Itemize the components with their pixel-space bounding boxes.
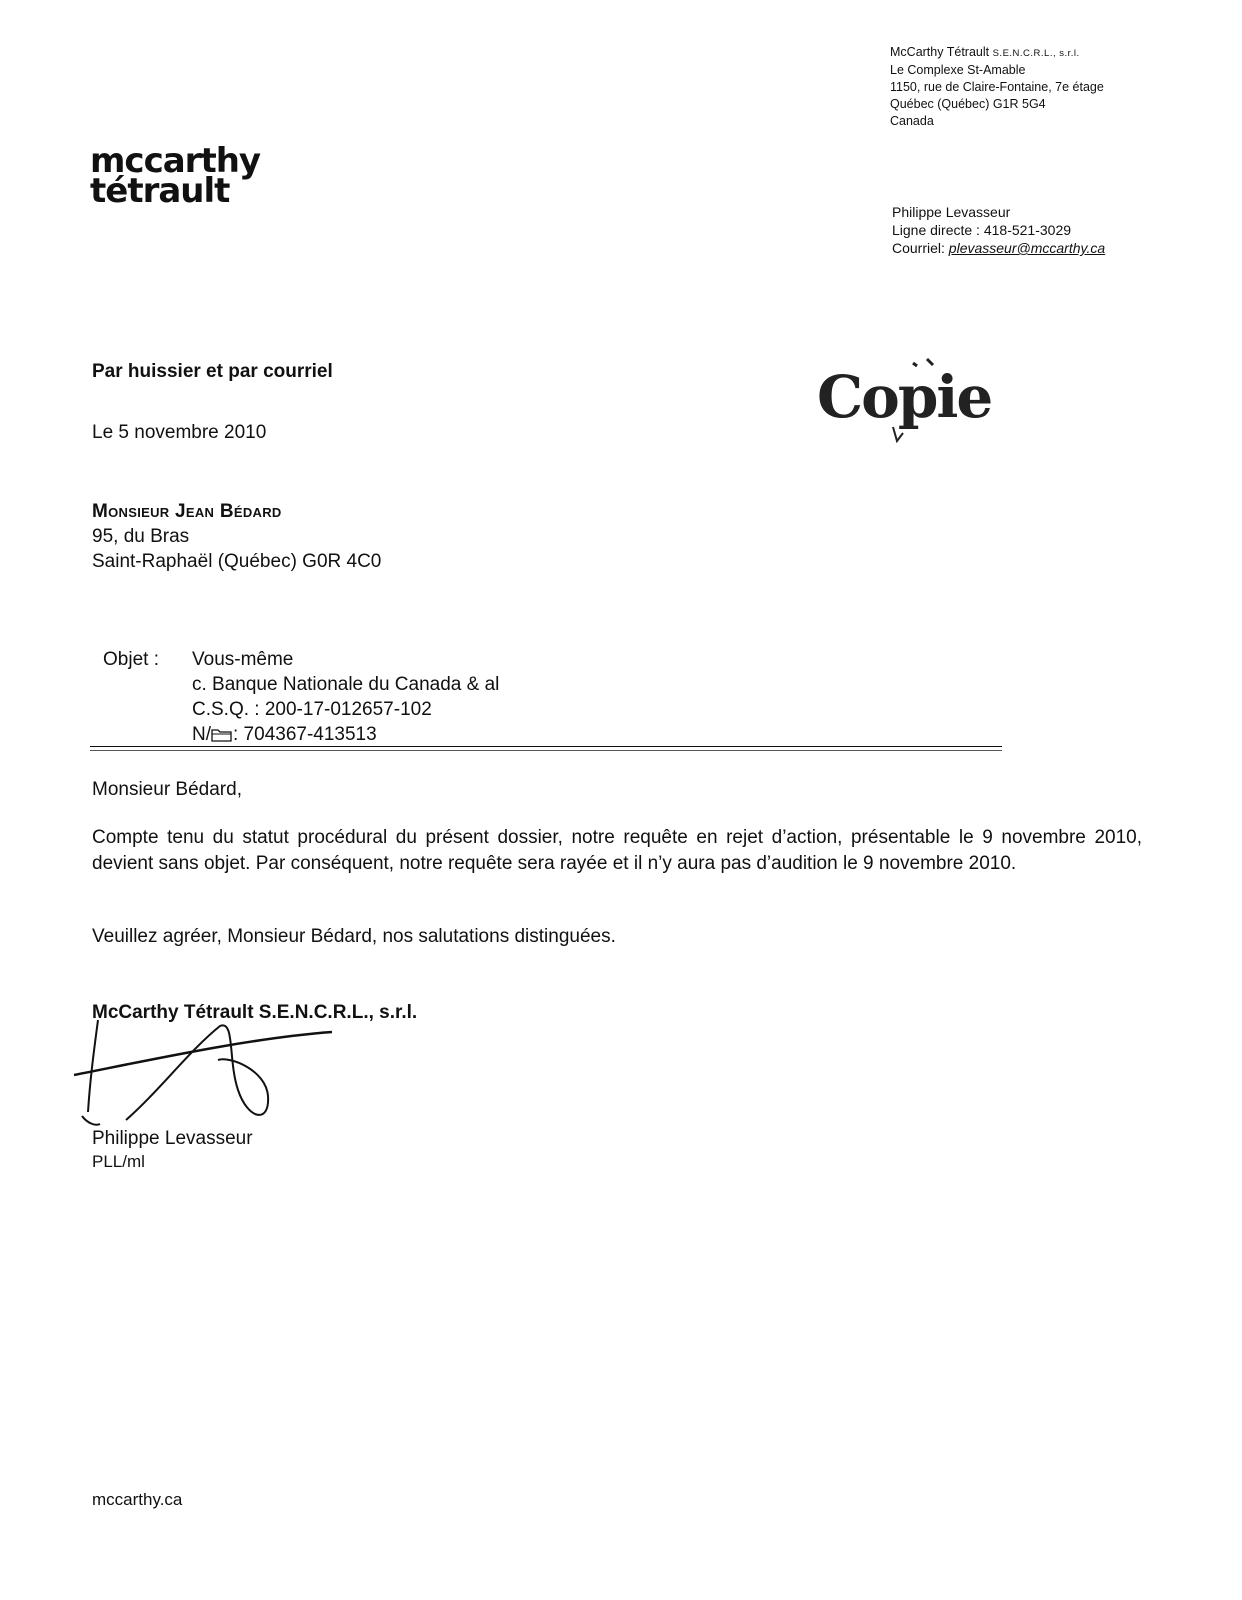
delivery-method: Par huissier et par courriel (92, 361, 333, 382)
recipient-name: Monsieur Jean Bédard (92, 501, 282, 522)
contact-name: Philippe Levasseur (892, 204, 1011, 220)
contact-email-link[interactable]: plevasseur@mccarthy.ca (948, 240, 1106, 256)
sender-firm-name: McCarthy Tétrault (890, 45, 990, 59)
sender-address-line-2: 1150, rue de Claire-Fontaine, 7e étage (890, 80, 1104, 94)
sender-address-line-4: Canada (890, 114, 934, 128)
contact-email-line (892, 239, 1105, 257)
subject-lines (192, 647, 499, 747)
logo-line-1: mccarthy (90, 141, 261, 181)
sender-firm-line (890, 44, 1104, 62)
recipient-city: Saint-Raphaël (Québec) G0R 4C0 (92, 551, 382, 572)
reference-initials: PLL/ml (92, 1152, 145, 1171)
sender-address-line-1: Le Complexe St-Amable (890, 63, 1026, 77)
sender-address (890, 44, 1104, 130)
salutation: Monsieur Bédard, (92, 779, 242, 800)
subject-line-2: c. Banque Nationale du Canada & al (192, 674, 500, 695)
sender-firm-suffix: S.E.N.C.R.L., s.r.l. (992, 48, 1080, 59)
subject-divider (90, 746, 1002, 747)
copie-stamp (815, 355, 1005, 455)
closing-formula: Veuillez agréer, Monsieur Bédard, nos salutations distinguées. (92, 926, 616, 947)
subject-line-1: Vous-même (192, 649, 294, 670)
contact-phone: Ligne directe : 418-521-3029 (892, 222, 1072, 238)
subject-file-prefix: N/ (192, 724, 211, 745)
body-paragraph: Compte tenu du statut procédural du présent dossier, notre requête en rejet d’action, présentable le 9 novembre 2010, devient sans objet. Par conséquent, notre requête sera rayée et il n’y aura pas d’audition le 9 novembre 2010. (92, 827, 1142, 874)
subject-line-3: C.S.Q. : 200-17-012657-102 (192, 699, 432, 720)
recipient-street: 95, du Bras (92, 526, 190, 547)
copie-stamp-text: Copie (817, 363, 992, 431)
subject-file-reference (192, 722, 499, 747)
subject-label: Objet : (103, 649, 159, 670)
company-logo (90, 140, 280, 218)
signature-firm: McCarthy Tétrault S.E.N.C.R.L., s.r.l. (92, 1002, 418, 1023)
logo-line-2: tétrault (90, 171, 230, 211)
signer-name: Philippe Levasseur (92, 1128, 253, 1149)
handwritten-signature (70, 1020, 360, 1140)
footer-website[interactable]: mccarthy.ca (92, 1490, 183, 1509)
sender-address-line-3: Québec (Québec) G1R 5G4 (890, 97, 1046, 111)
letter-date: Le 5 novembre 2010 (92, 422, 267, 443)
contact-email-label: Courriel: (892, 240, 949, 256)
recipient-address (92, 499, 381, 574)
contact-block (892, 203, 1105, 257)
subject-file-number: : 704367-413513 (233, 724, 377, 745)
subject-divider-secondary (90, 750, 1002, 751)
folder-icon (211, 724, 233, 740)
